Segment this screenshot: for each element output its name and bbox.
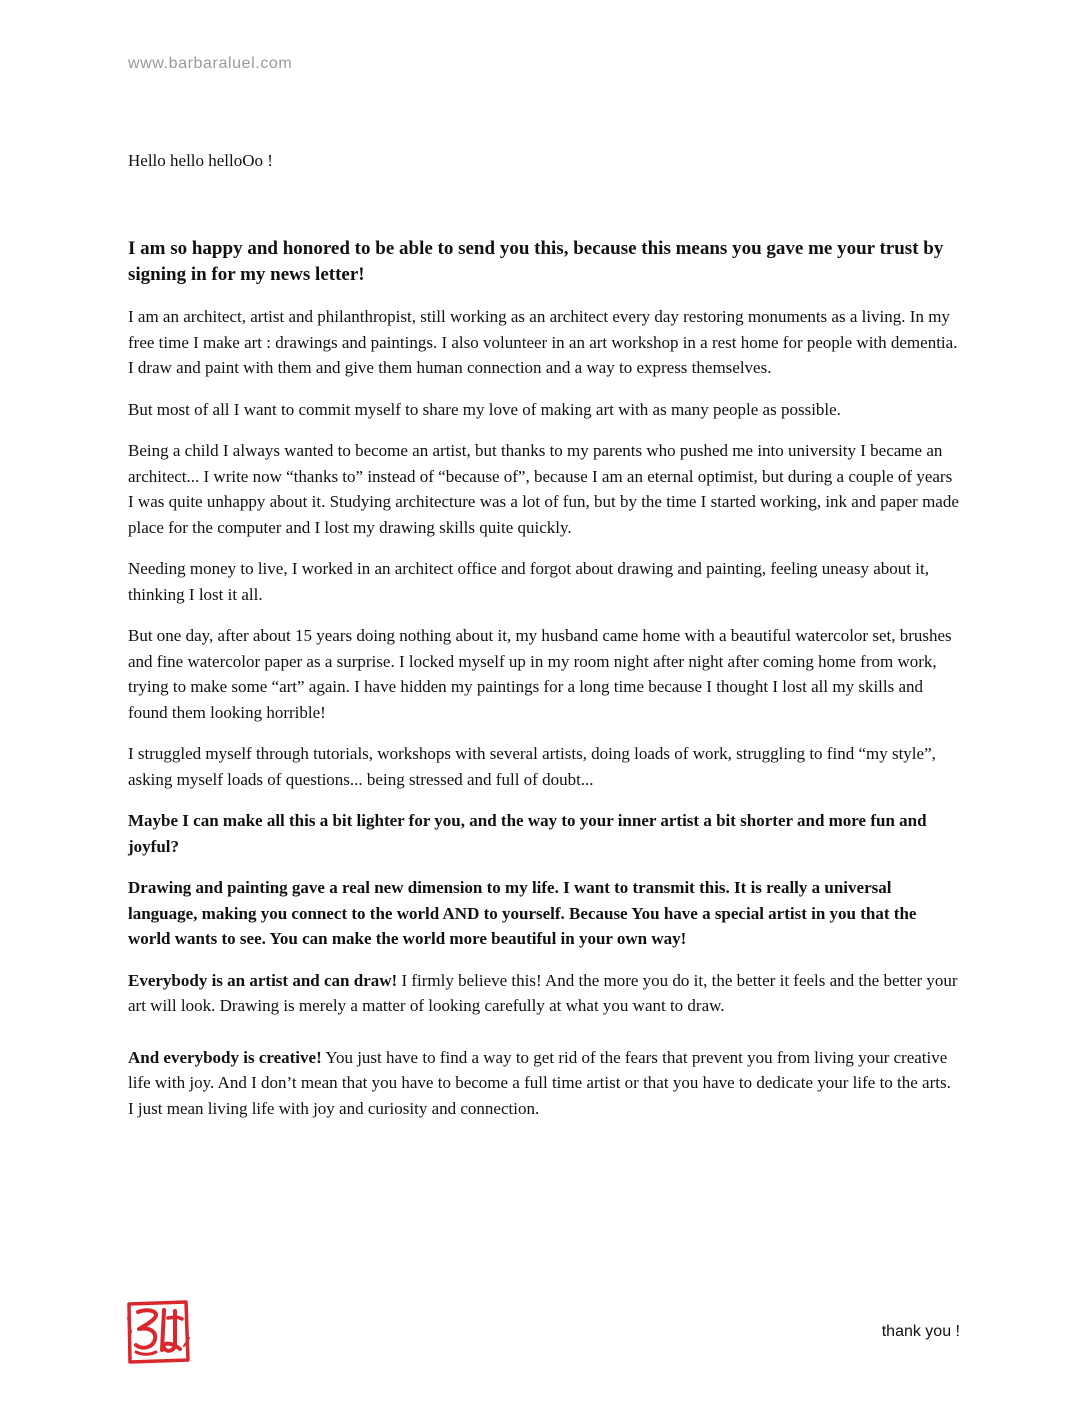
paragraph-childhood: Being a child I always wanted to become an artist, but thanks to my parents who pushed me into university I became an architect... I write now “thanks to” instead of “because of”, because I am an eternal optimist, but during a couple of years I was quite unhappy about it. Studying architecture was a lot of fun, but by the time I started working, ink and paper made place for the computer and I lost my drawing skills quite quickly. — [128, 441, 959, 537]
paragraph-commitment: But most of all I want to commit myself to share my love of making art with as many people as possible. — [128, 399, 841, 419]
paragraph-lighter: Maybe I can make all this a bit lighter for you, and the way to your inner artist a bit shorter and more fun and joyful? — [128, 811, 927, 856]
red-hanko-seal-icon — [124, 1298, 192, 1366]
paragraph-new-dimension: Drawing and painting gave a real new dimension to my life. I want to transmit this. It is really a universal language, making you connect to the world AND to yourself. Because You have a special artist in you that the world wants to see. You can make the world more beautiful in your own way! — [128, 878, 917, 948]
everybody-creative-lead: And everybody is creative! — [128, 1047, 322, 1067]
everybody-artist-text: I firmly believe this! And the more you do it, the better it feels and the better your art will look. Drawing is merely a matter of looking carefully at what you want to draw. — [128, 970, 958, 1015]
thank-you-note: thank you ! — [881, 1323, 960, 1340]
paragraph-watercolor-gift: But one day, after about 15 years doing nothing about it, my husband came home with a beautiful watercolor set, brushes and fine watercolor paper as a surprise. I locked myself up in my room night after night after coming home from work, trying to make some “art” again. I have hidden my paintings for a long time because I thought I lost all my skills and found them looking horrible! — [128, 626, 952, 722]
paragraph-struggle: I struggled myself through tutorials, workshops with several artists, doing loads of work, struggling to find “my style”, asking myself loads of questions... being stressed and full of doubt... — [128, 744, 936, 789]
greeting: Hello hello helloOo ! — [128, 151, 273, 170]
paragraph-about-me: I am an architect, artist and philanthropist, still working as an architect every day restoring monuments as a living. In my free time I make art : drawings and paintings. I also volunteer in an art workshop in a rest home for people with dementia. I draw and paint with them and give them human connection and a way to express themselves. — [128, 307, 958, 377]
everybody-artist-lead: Everybody is an artist and can draw! — [128, 970, 398, 990]
intro-heading: I am so happy and honored to be able to send you this, because this means you gave me your trust by signing in for my news letter! — [128, 238, 944, 285]
paragraph-architect-office: Needing money to live, I worked in an architect office and forgot about drawing and painting, feeling uneasy about it, thinking I lost it all. — [128, 559, 929, 604]
paragraph-everybody-artist — [128, 968, 960, 1019]
letter-body — [128, 236, 960, 1137]
everybody-creative-text: You just have to find a way to get rid of the fears that prevent you from living your creative life with joy. And I don’t mean that you have to become a full time artist or that you have to dedicate your life to the arts. I just mean living life with joy and curiosity and connection. — [128, 1047, 951, 1118]
paragraph-everybody-creative — [128, 1045, 960, 1122]
site-url: www.barbaraluel.com — [128, 55, 293, 72]
